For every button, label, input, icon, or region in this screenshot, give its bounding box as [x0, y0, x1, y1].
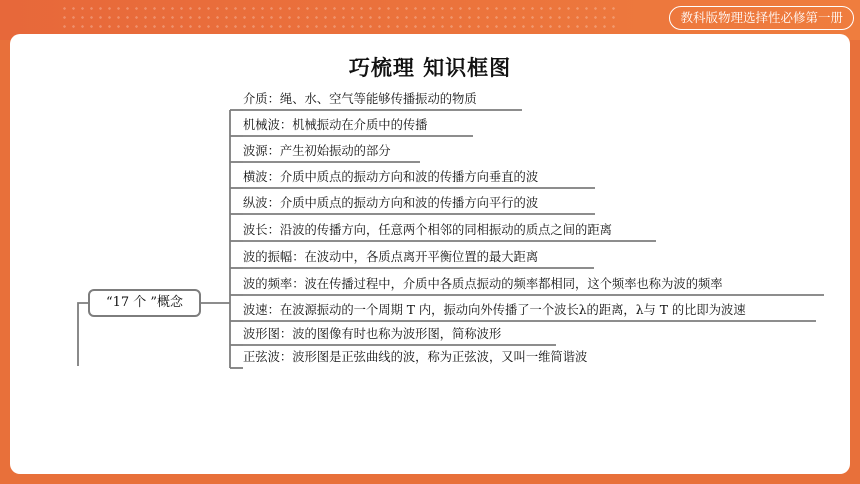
concept-wavelength: 波长：沿波的传播方向，任意两个相邻的同相振动的质点之间的距离 — [243, 223, 612, 237]
concept-amplitude: 波的振幅：在波动中，各质点离开平衡位置的最大距离 — [243, 250, 539, 264]
concept-sine-wave: 正弦波：波形图是正弦曲线的波，称为正弦波，又叫一维简谐波 — [243, 350, 588, 364]
concept-waveform: 波形图：波的图像有时也称为波形图，简称波形 — [243, 327, 502, 341]
concept-frequency: 波的频率：波在传播过程中，介质中各质点振动的频率都相同，这个频率也称为波的频率 — [243, 277, 723, 291]
book-title-badge: 教科版物理选择性必修第一册 — [669, 6, 854, 30]
concept-mechanical-wave: 机械波：机械振动在介质中的传播 — [243, 118, 428, 132]
concept-longitudinal-wave: 纵波：介质中质点的振动方向和波的传播方向平行的波 — [243, 196, 539, 210]
concept-wave-source: 波源：产生初始振动的部分 — [243, 144, 391, 158]
page-title: 巧梳理 知识框图 — [348, 56, 512, 80]
central-left-stem — [78, 303, 88, 366]
concept-medium: 介质：绳、水、空气等能够传播振动的物质 — [243, 92, 477, 106]
concept-transverse-wave: 横波：介质中质点的振动方向和波的传播方向垂直的波 — [243, 170, 539, 184]
central-node: “17 个 ”概念 — [88, 289, 201, 317]
concept-wave-speed: 波速：在波源振动的一个周期 T 内，振动向外传播了一个波长λ的距离，λ与 T 的比即为波速 — [243, 303, 746, 317]
